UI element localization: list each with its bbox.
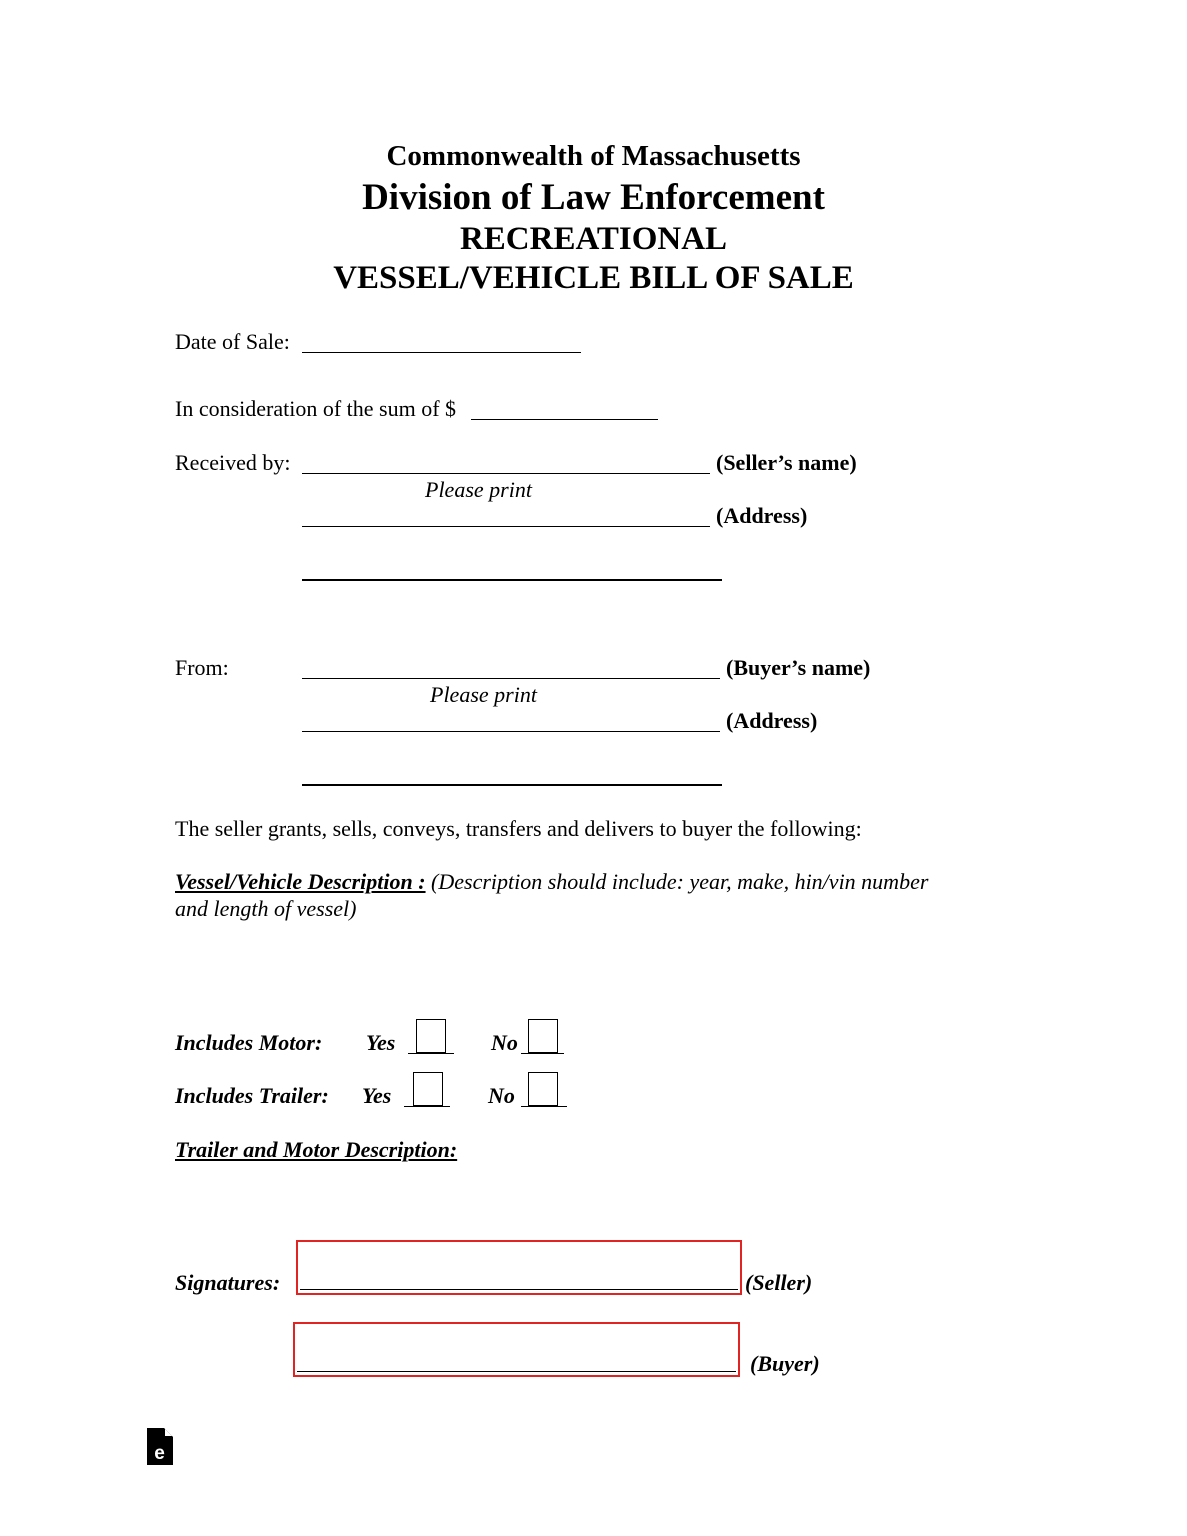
vessel-description-hint-2: and length of vessel) (175, 896, 357, 921)
trailer-yes-label: Yes (362, 1083, 392, 1108)
seller-address-field[interactable] (302, 526, 710, 527)
buyer-name-field[interactable] (302, 678, 720, 679)
motor-no-underline (521, 1053, 564, 1054)
trailer-yes-checkbox[interactable] (413, 1072, 443, 1106)
vessel-description-line (175, 869, 928, 895)
buyer-please-print-hint: Please print (430, 682, 537, 707)
trailer-motor-description-label: Trailer and Motor Description: (175, 1137, 458, 1162)
date-of-sale-field[interactable] (302, 352, 581, 353)
consideration-label: In consideration of the sum of $ (175, 396, 457, 421)
date-of-sale-label: Date of Sale: (175, 329, 290, 354)
seller-signature-field[interactable] (296, 1240, 742, 1295)
motor-yes-label: Yes (366, 1030, 396, 1055)
motor-no-label: No (491, 1030, 518, 1055)
buyer-address-suffix: (Address) (726, 708, 818, 733)
received-by-label: Received by: (175, 450, 291, 475)
trailer-yes-underline (404, 1106, 450, 1107)
header-recreational: RECREATIONAL (459, 221, 728, 257)
seller-address-suffix: (Address) (716, 503, 808, 528)
buyer-address-field[interactable] (302, 731, 720, 732)
buyer-name-suffix: (Buyer’s name) (726, 655, 871, 680)
trailer-no-checkbox[interactable] (528, 1072, 558, 1106)
buyer-signature-line (297, 1371, 736, 1372)
trailer-no-label: No (488, 1083, 515, 1108)
buyer-signature-suffix: (Buyer) (750, 1351, 820, 1376)
buyer-address-field-2[interactable] (302, 784, 722, 786)
seller-name-suffix: (Seller’s name) (716, 450, 857, 475)
buyer-signature-field[interactable] (293, 1322, 740, 1377)
header-commonwealth: Commonwealth of Massachusetts (386, 140, 801, 172)
motor-no-checkbox[interactable] (528, 1019, 558, 1053)
vessel-description-label: Vessel/Vehicle Description : (175, 869, 426, 894)
vessel-description-hint: (Description should include: year, make, hin/vin number (431, 869, 929, 894)
grant-statement: The seller grants, sells, conveys, transfers and delivers to buyer the following: (175, 816, 862, 841)
form-title: VESSEL/VEHICLE BILL OF SALE (333, 260, 854, 296)
seller-address-field-2[interactable] (302, 579, 722, 581)
seller-name-field[interactable] (302, 473, 710, 474)
sale-price-field[interactable] (471, 419, 658, 420)
svg-text:e: e (154, 1443, 165, 1464)
motor-yes-checkbox[interactable] (416, 1019, 446, 1053)
header-division: Division of Law Enforcement (362, 177, 825, 218)
seller-please-print-hint: Please print (425, 477, 532, 502)
from-label: From: (175, 655, 229, 680)
trailer-no-underline (521, 1106, 567, 1107)
document-e-icon (147, 1428, 173, 1465)
motor-yes-underline (408, 1053, 454, 1054)
seller-signature-suffix: (Seller) (745, 1270, 813, 1295)
signatures-label: Signatures: (175, 1270, 281, 1295)
includes-trailer-label: Includes Trailer: (175, 1083, 329, 1108)
includes-motor-label: Includes Motor: (175, 1030, 323, 1055)
seller-signature-line (300, 1289, 738, 1290)
